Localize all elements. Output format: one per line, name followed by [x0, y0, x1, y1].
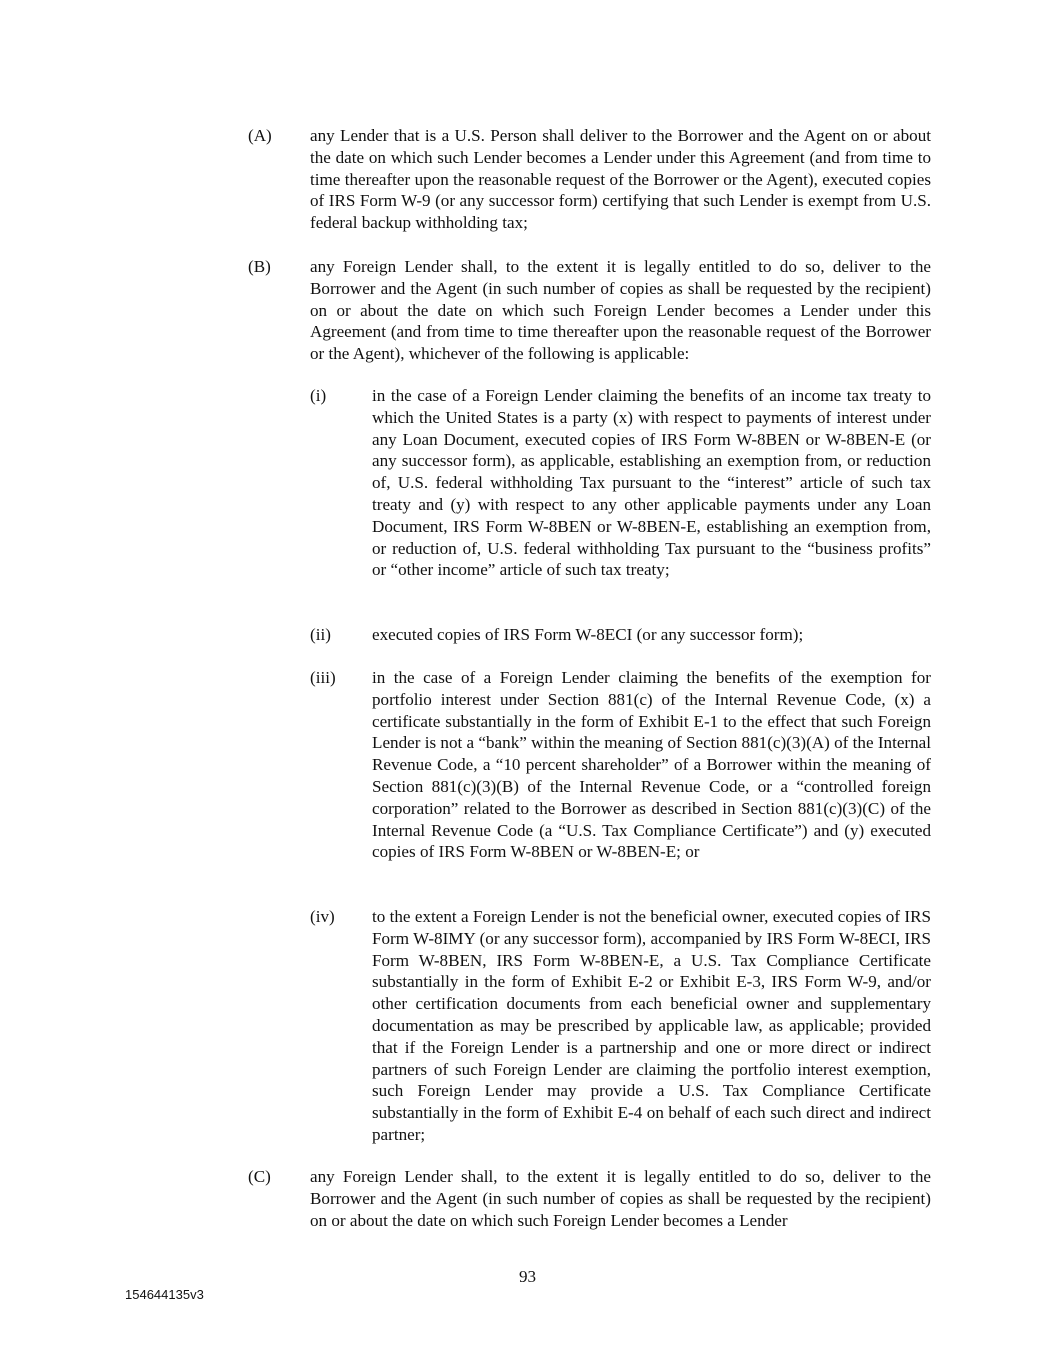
clause-label: (C) [248, 1167, 271, 1186]
subclause-label: (i) [310, 386, 327, 405]
clause-text: any Foreign Lender shall, to the extent it is legally entitled to do so, deliver to the Borrower and the Agent (in such number of copies as shall be requested by the recipient) on or about the date on which such Foreign Lender becomes a Lender [310, 1167, 931, 1230]
subclause-label: (ii) [310, 625, 331, 644]
clause-label: (A) [248, 126, 272, 145]
document-id: 154644135v3 [125, 1287, 204, 1302]
clause-text: any Lender that is a U.S. Person shall deliver to the Borrower and the Agent on or about the date on which such Lender becomes a Lender under this Agreement (and from time to time thereafter upon the reasonable request of the Borrower or the Agent), executed copies of IRS Form W-9 (or any successor form) certifying that such Lender is exempt from U.S. federal backup withholding tax; [310, 126, 931, 233]
subclause-text: executed copies of IRS Form W-8ECI (or any successor form); [372, 625, 804, 644]
subclause-text: in the case of a Foreign Lender claiming the benefits of an income tax treaty to which the United States is a party (x) with respect to payments of interest under any Loan Document, executed copies of IRS Form W-8BEN or W-8BEN-E (or any successor form), as applicable, establishing an exemption from, or reduction of, U.S. federal withholding Tax pursuant to the “interest” article of such tax treaty and (y) with respect to any other applicable payments under any Loan Document, IRS Form W-8BEN or W-8BEN-E, establishing an exemption from, or reduction of, U.S. federal withholding Tax pursuant to the “business profits” or “other income” article of such tax treaty; [372, 386, 931, 580]
subclause-label: (iv) [310, 907, 335, 926]
page-number: 93 [518, 1267, 537, 1286]
subclause-text: in the case of a Foreign Lender claiming the benefits of the exemption for portfolio interest under Section 881(c) of the Internal Revenue Code, (x) a certificate substantially in the form of Exhibit E-1 to the effect that such Foreign Lender is not a “bank” within the meaning of Section 881(c)(3)(A) of the Internal Revenue Code, a “10 percent shareholder” of a Borrower within the meaning of Section 881(c)(3)(B) of the Internal Revenue Code, or a “controlled foreign corporation” related to the Borrower as described in Section 881(c)(3)(C) of the Internal Revenue Code (a “U.S. Tax Compliance Certificate”) and (y) executed copies of IRS Form W-8BEN or W-8BEN-E; or [372, 668, 931, 862]
subclause-text: to the extent a Foreign Lender is not the beneficial owner, executed copies of IRS Form W-8IMY (or any successor form), accompanied by IRS Form W-8ECI, IRS Form W-8BEN, IRS Form W-8BEN-E, a U.S. Tax Compliance Certificate substantially in the form of Exhibit E-2 or Exhibit E-3, IRS Form W-9, and/or other certification documents from each beneficial owner and supplementary documentation as may be prescribed by applicable law, as applicable; provided that if the Foreign Lender is a partnership and one or more direct or indirect partners of such Foreign Lender are claiming the portfolio interest exemption, such Foreign Lender may provide a U.S. Tax Compliance Certificate substantially in the form of Exhibit E-4 on behalf of each such direct and indirect partner; [372, 907, 931, 1144]
clause-label: (B) [248, 257, 271, 276]
subclause-label: (iii) [310, 668, 336, 687]
clause-text: any Foreign Lender shall, to the extent it is legally entitled to do so, deliver to the Borrower and the Agent (in such number of copies as shall be requested by the recipient) on or about the date on which such Foreign Lender becomes a Lender under this Agreement (and from time to time thereafter upon the reasonable request of the Borrower or the Agent), whichever of the following is applicable: [310, 257, 931, 364]
